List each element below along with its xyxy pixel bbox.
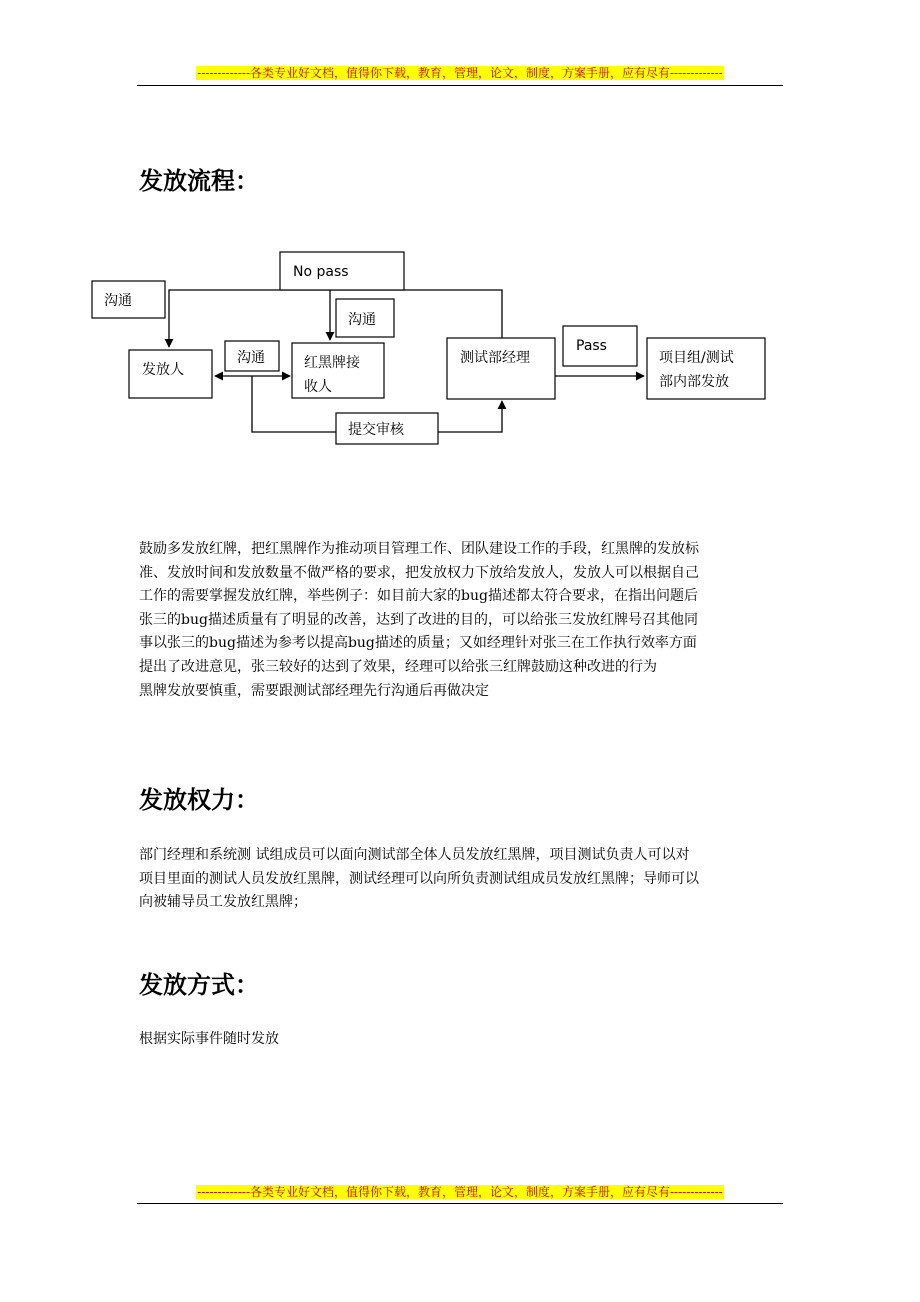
receiver-label-line1: 红黑牌接	[304, 355, 360, 371]
process-paragraph-line: 张三的bug描述质量有了明显的改善，达到了改进的目的，可以给张三发放红牌号召其他同	[139, 611, 698, 628]
receiver-label-line2: 收人	[304, 379, 332, 395]
authority-paragraph-line: 项目里面的测试人员发放红黑牌，测试经理可以向所负责测试组成员发放红黑牌；导师可以	[139, 870, 699, 887]
process-paragraph-line: 事以张三的bug描述为参考以提高bug描述的质量；又如经理针对张三在工作执行效率方面	[139, 635, 697, 652]
section-heading-authority: 发放权力：	[139, 786, 259, 814]
footer-rule	[137, 1203, 783, 1204]
section-heading-process: 发放流程：	[139, 167, 259, 195]
no-pass-label: No pass	[293, 264, 349, 280]
authority-paragraph-line: 部门经理和系统测 试组成员可以面向测试部全体人员发放红黑牌，项目测试负责人可以对	[139, 847, 690, 863]
comm-left-label: 沟通	[104, 293, 132, 309]
authority-paragraph	[139, 844, 789, 915]
process-paragraph-line: 黑牌发放要慎重，需要跟测试部经理先行沟通后再做决定	[139, 682, 489, 699]
process-flow-diagram	[0, 0, 920, 460]
section-heading-method: 发放方式：	[139, 971, 259, 999]
comm-mid-label: 沟通	[237, 350, 265, 366]
project-label-line2: 部内部发放	[659, 374, 729, 390]
method-paragraph-line: 根据实际事件随时发放	[139, 1031, 279, 1047]
footer-banner	[0, 1184, 920, 1201]
header-banner-text: -------------各类专业好文档，值得你下载，教育，管理，论文，制度，方案手册，应有尽有-------------	[197, 66, 723, 80]
issuer-label: 发放人	[142, 362, 184, 378]
pass-label: Pass	[576, 338, 607, 354]
process-paragraph	[139, 538, 789, 703]
process-paragraph-line: 提出了改进意见，张三较好的达到了效果，经理可以给张三红牌鼓励这种改进的行为	[139, 658, 657, 675]
manager-label: 测试部经理	[460, 350, 530, 366]
authority-paragraph-line: 向被辅导员工发放红黑牌；	[139, 894, 307, 911]
process-paragraph-line: 工作的需要掌握发放红牌，举些例子：如目前大家的bug描述都太符合要求，在指出问题后	[139, 588, 698, 605]
manager-box	[447, 338, 555, 399]
method-paragraph	[139, 1028, 789, 1052]
comm-small-label: 沟通	[348, 312, 376, 328]
project-label-line1: 项目组/测试	[659, 350, 734, 366]
footer-banner-text: -------------各类专业好文档，值得你下载，教育，管理，论文，制度，方案手册，应有尽有-------------	[197, 1185, 723, 1199]
submit-label: 提交审核	[348, 422, 404, 438]
process-paragraph-line: 鼓励多发放红牌，把红黑牌作为推动项目管理工作、团队建设工作的手段，红黑牌的发放标	[139, 541, 699, 557]
process-paragraph-line: 准、发放时间和发放数量不做严格的要求，把发放权力下放给发放人，发放人可以根据自己	[139, 564, 699, 581]
